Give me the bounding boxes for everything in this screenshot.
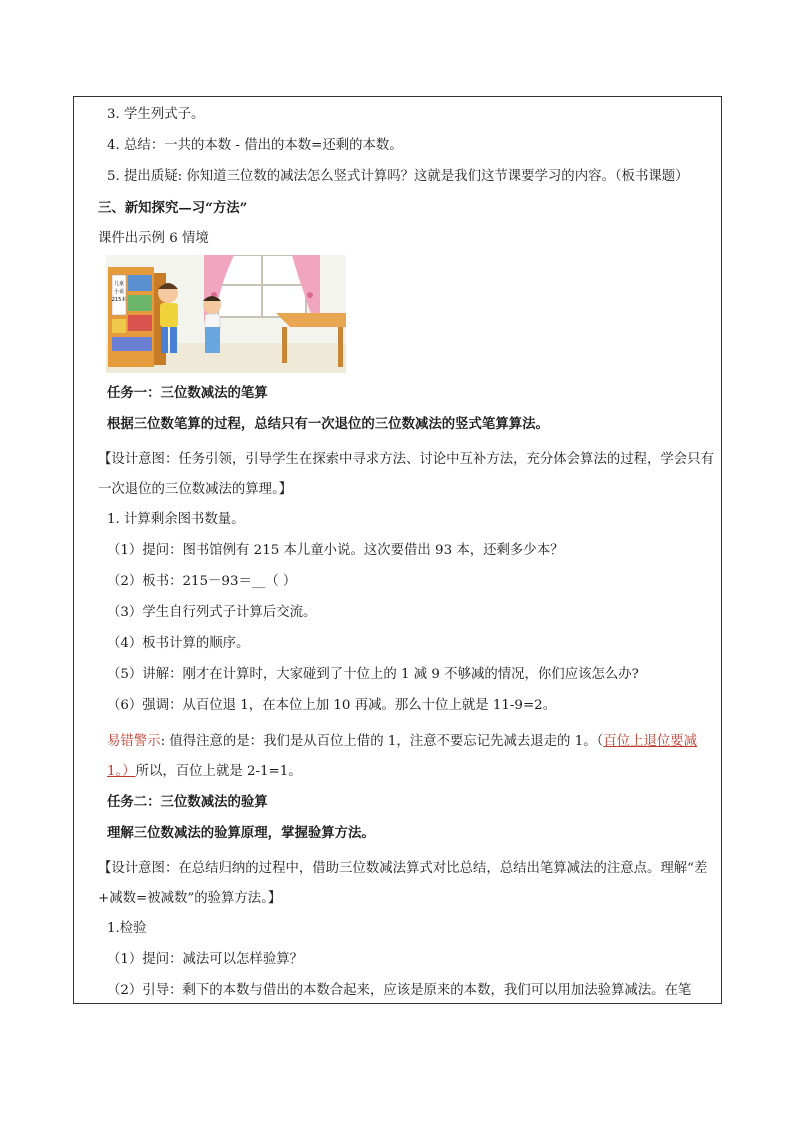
step-1-2: （2）板书：215－93＝__（ ） bbox=[107, 574, 297, 589]
lesson-content bbox=[98, 105, 715, 1004]
shelf-sign-line2: 小说 bbox=[113, 289, 125, 295]
classroom-illustration bbox=[106, 255, 346, 373]
step-5-question: 5. 提出质疑: 你知道三位数的减法怎么竖式计算吗？这就是我们这节课要学习的内容。（板书课题） bbox=[107, 169, 689, 184]
task-1-goal: 根据三位数笔算的过程，总结只有一次退位的三位数减法的竖式笔算算法。 bbox=[107, 416, 549, 432]
task-1-title: 任务一：三位数减法的笔算 bbox=[107, 385, 268, 401]
warning-label: 易错警示 bbox=[107, 734, 161, 749]
step-verify-2: （2）引导：剩下的本数与借出的本数合起来，应该是原来的本数，我们可以用加法验算减法。在笔 bbox=[107, 983, 692, 998]
shelf-sign-line1: 儿童 bbox=[113, 281, 125, 287]
step-1-5: （5）讲解：刚才在计算时，大家碰到了十位上的 1 减 9 不够减的情况，你们应该怎么办? bbox=[107, 667, 639, 682]
warning-text: : 值得注意的是：我们是从百位上借的 1，注意不要忘记先减去退走的 1。（ bbox=[160, 734, 604, 749]
task-2-title: 任务二：三位数减法的验算 bbox=[107, 794, 268, 810]
error-warning bbox=[107, 727, 715, 787]
section-heading: 三、新知探究—习“方法” bbox=[98, 200, 248, 216]
step-1-6: （6）强调：从百位退 1，在本位上加 10 再减。那么十位上就是 11-9=2。 bbox=[107, 698, 557, 713]
warning-tail: 所以，百位上就是 2-1=1。 bbox=[135, 764, 302, 779]
step-1-3: （3）学生自行列式子计算后交流。 bbox=[107, 605, 317, 620]
step-1-compute: 1. 计算剩余图书数量。 bbox=[107, 512, 245, 527]
courseware-caption: 课件出示例 6 情境 bbox=[98, 231, 209, 246]
design-intent-2: 【设计意图：在总结归纳的过程中，借助三位数减法算式对比总结，总结出笔算减法的注意点。理解“差+减数=被减数”的验算方法。】 bbox=[98, 861, 708, 906]
lesson-plan-frame bbox=[73, 96, 722, 1004]
step-4-summary: 4. 总结：一共的本数 - 借出的本数=还剩的本数。 bbox=[107, 138, 403, 153]
step-1-4: （4）板书计算的顺序。 bbox=[107, 636, 250, 651]
task-2-goal: 理解三位数减法的验算原理，掌握验算方法。 bbox=[107, 825, 375, 841]
step-1-1: （1）提问：图书馆例有 215 本儿童小说。这次要借出 93 本，还剩多少本？ bbox=[107, 543, 564, 558]
step-3: 3. 学生列式子。 bbox=[107, 107, 205, 122]
step-verify-1: （1）提问：减法可以怎样验算？ bbox=[107, 952, 303, 967]
shelf-sign-line3: 215本 bbox=[111, 297, 127, 303]
warning-highlight: 百位上退位要减 1。） bbox=[107, 734, 698, 779]
step-verify: 1.检验 bbox=[107, 921, 147, 936]
design-intent-1: 【设计意图：任务引领，引导学生在探索中寻求方法、讨论中互补方法，充分体会算法的过程，学会只有一次退位的三位数减法的算理。】 bbox=[98, 452, 714, 497]
